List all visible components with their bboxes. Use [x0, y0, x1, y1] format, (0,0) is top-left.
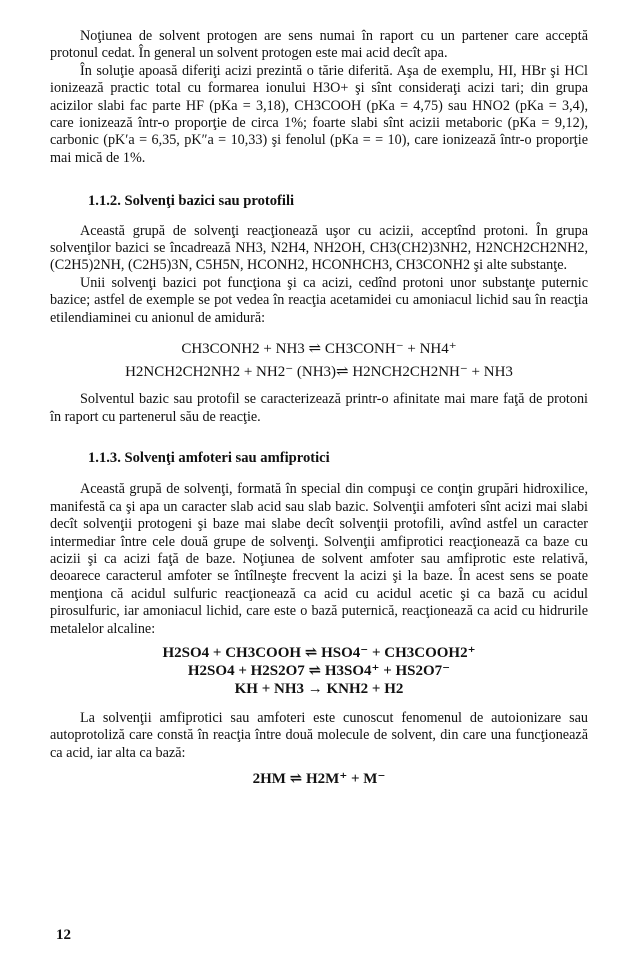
equation-acetamide-ammonia: CH3CONH2 + NH3 ⇌ CH3CONH⁻ + NH4⁺ [181, 341, 457, 358]
page-body [50, 28, 588, 788]
paragraph-protophilic-definition: Solventul bazic sau protofil se caracterizează printr-o afinitate mai mare faţă de protoni în raport cu partenerul său de reacţie. [50, 391, 588, 425]
equation-group-amphoteric [50, 644, 588, 698]
equation-autoprotolysis: 2HM ⇌ H2M⁺ + M⁻ [252, 771, 386, 788]
equation-sulfuric-pyrosulfuric: H2SO4 + H2S2O7 ⇌ H3SO4⁺ + HS2O7⁻ [187, 662, 451, 679]
paragraph-autoprotolysis: La solvenţii amfiprotici sau amfoteri este cunoscut fenomenul de autoionizare sau autoprotoliză care constă în reacţia între două molecule de solvent, din care una funcţionează ca acid, iar alta ca bază: [50, 709, 588, 761]
equation-group-basic [50, 340, 588, 381]
equation-sulfuric-acetic: H2SO4 + CH3COOH ⇌ HSO4⁻ + CH3COOH2⁺ [162, 644, 476, 661]
paragraph-protogen-solvent: Noţiunea de solvent protogen are sens numai în raport cu un partener care acceptă protonul cedat. În general un solvent protogen este mai acid decît apa. [50, 28, 588, 62]
section-heading-amphoteric-solvents: 1.1.3. Solvenţi amfoteri sau amfiprotici [88, 449, 330, 466]
paragraph-acid-strength: În soluţie apoasă diferiţi acizi prezintă o tărie diferită. Aşa de exemplu, HI, HBr şi HCl ionizează practic total cu formarea ionului H3O+ şi sînt consideraţi acizi tari; din grupa acizilor slabi fac parte HF (pKa = 3,18), CH3COOH (pKa = 4,75) sau HNO2 (pKa = 3,4), care ionizează într-o proporţie de circa 1%; foarte slabi sînt acizii metaboric (pKa = 9,12), carbonic (pK′a = 6,35, pK″a = 10,33) şi fenolul (pKa = = 10), care ionizează într-o proporţie mai mică de 1%. [50, 62, 588, 166]
page-number: 12 [56, 927, 71, 943]
equation-ethylenediamine-amide: H2NCH2CH2NH2 + NH2⁻ (NH3)⇌ H2NCH2CH2NH⁻ + NH3 [125, 364, 513, 381]
equation-hydride-ammonia: KH + NH3 → KNH2 + H2 [234, 680, 404, 697]
paragraph-amphoteric-solvents: Această grupă de solvenţi, formată în special din compuşi ce conţin grupări hidroxilice, manifestă ca şi apa un caracter slab acid sau slab bazic. Solvenţii amfoteri sînt acizi mai slabi decît solvenţii protogeni şi baze mai slabe decît solvenţii protofili, avînd astfel un caracter intermediar între cele două grupe de solvenţi. Solvenţii amfiprotici reacţionează ca baze cu acizii şi ca acizi faţă de baze. Noţiunea de solvent amfoter sau amfiprotic este relativă, deoarece caracterul amfoter se întîlneşte frecvent la acizi şi la baze. În acest sens se poate menţiona că acidul sulfuric reacţionează ca acid cu acidul acetic şi ca bază cu acidul pirosulfuric, iar amoniacul lichid, care este o bază puternică, reacţionează ca acid cu hidrurile metalelor alcaline: [50, 481, 588, 637]
paragraph-basic-solvents: Această grupă de solvenţi reacţionează uşor cu acizii, acceptînd protoni. În grupa solvenţilor bazici se încadrează NH3, N2H4, NH2OH, CH3(CH2)3NH2, H2NCH2CH2NH2, (C2H5)2NH, (C2H5)3N, C5H5N, HCONH2, HCONHCH3, CH3CONH2 şi alte substanţe. [50, 222, 588, 274]
section-heading-basic-solvents: 1.1.2. Solvenţi bazici sau protofili [88, 193, 295, 210]
paragraph-basic-as-acids: Unii solvenţi bazici pot funcţiona şi ca acizi, cedînd protoni unor substanţe puternic bazice; astfel de exemple se pot vedea în reacţia acetamidei cu amoniacul lichid sau în reacţia etilendiaminei cu anionul de amidură: [50, 274, 588, 326]
